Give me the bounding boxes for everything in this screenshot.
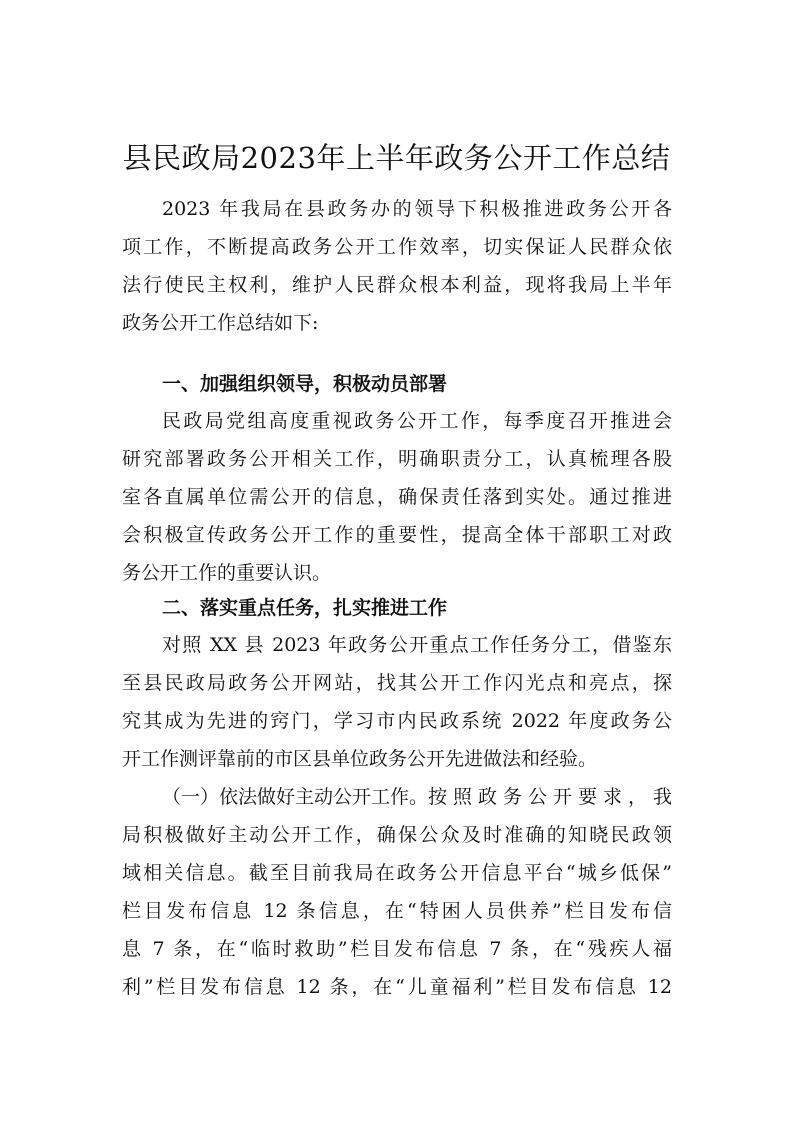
- paragraph-line: 息 7 条，在“临时救助”栏目发布信息 7 条，在“残疾人福: [122, 938, 672, 960]
- paragraph-text: 按照政务公开要求，我: [428, 786, 672, 808]
- paragraph-line: 利”栏目发布信息 12 条，在“儿童福利”栏目发布信息 12: [122, 976, 672, 998]
- paragraph-line: 至县民政局政务公开网站，找其公开工作闪光点和亮点，探: [122, 672, 672, 694]
- paragraph-line: 究其成为先进的窍门，学习市内民政系统 2022 年度政务公: [122, 710, 672, 732]
- paragraph-line: 域相关信息。截至目前我局在政务公开信息平台“城乡低保”: [122, 862, 672, 884]
- paragraph-line: 会积极宣传政务公开工作的重要性，提高全体干部职工对政: [122, 524, 672, 546]
- subsection-lead: （一）依法做好主动公开工作。: [162, 786, 429, 808]
- paragraph-line: 室各直属单位需公开的信息，确保责任落到实处。通过推进: [122, 486, 672, 508]
- paragraph-line: 务公开工作的重要认识。: [122, 562, 332, 584]
- paragraph-line: 栏目发布信息 12 条信息，在“特困人员供养”栏目发布信: [122, 900, 672, 922]
- paragraph-line: 局积极做好主动公开工作，确保公众及时准确的知晓民政领: [122, 824, 672, 846]
- paragraph-line: 项工作，不断提高政务公开工作效率，切实保证人民群众依: [122, 236, 672, 258]
- paragraph-line: 2023 年我局在县政务办的领导下积极推进政务公开各: [162, 198, 672, 220]
- paragraph-line: 对照 XX 县 2023 年政务公开重点工作任务分工，借鉴东: [162, 634, 672, 656]
- paragraph-line: [162, 784, 672, 810]
- paragraph-line: 开工作测评靠前的市区县单位政务公开先进做法和经验。: [122, 748, 598, 770]
- section-heading-1: 一、加强组织领导，积极动员部署: [162, 373, 448, 395]
- paragraph-line: 政务公开工作总结如下:: [122, 312, 319, 334]
- paragraph-line: 民政局党组高度重视政务公开工作，每季度召开推进会: [162, 410, 672, 432]
- document-title: 县民政局2023年上半年政务公开工作总结: [122, 141, 671, 175]
- paragraph-line: 法行使民主权利，维护人民群众根本利益，现将我局上半年: [122, 274, 672, 296]
- section-heading-2: 二、落实重点任务，扎实推进工作: [162, 597, 448, 619]
- paragraph-line: 研究部署政务公开相关工作，明确职责分工，认真梳理各股: [122, 448, 672, 470]
